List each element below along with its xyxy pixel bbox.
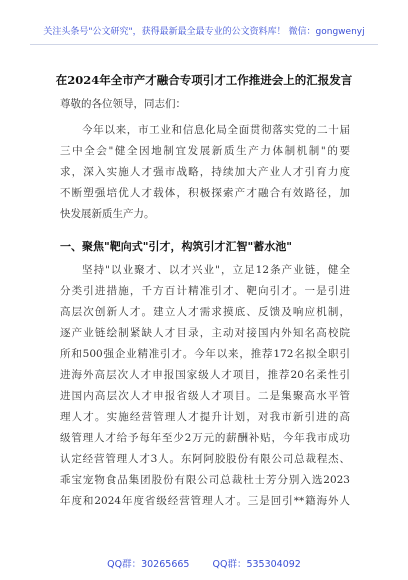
section-heading: 一、聚焦"靶向式"引才，构筑引才汇智"蓄水池" (60, 240, 292, 253)
section-line: 所和500强企业精准引才。今年以来，推荐172名拟全职引 (60, 348, 350, 360)
greeting: 尊敬的各位领导，同志们： (60, 98, 186, 110)
section-line: 逐产业链绘制紧缺人才目录，主动对接国内外知名高校院 (60, 327, 350, 339)
intro-line: 三中全会"健全因地制宜发展新质生产力体制机制"的要 (60, 145, 350, 157)
footer-qq-group-1: QQ群：30265665 (107, 559, 190, 570)
intro-line: 今年以来，市工业和信息化局全面贯彻落实党的二十届 (82, 124, 350, 136)
section-paragraph (60, 260, 350, 512)
section-line: 进海外高层次人才申报国家级人才项目，推荐20名柔性引 (60, 369, 350, 381)
document-title: 在2024年全市产才融合专项引才工作推进会上的汇报发言 (55, 73, 353, 87)
intro-paragraph (60, 120, 350, 225)
section-line: 分类引进措施，千方百计精准引才、靶向引才。一是引进 (60, 285, 350, 297)
section-line: 级管理人才给予每年至少2万元的薪酬补贴，今年我市成功 (60, 432, 350, 444)
section-line: 乖宝宠物食品集团股份有限公司总裁杜士芳分别入选2023 (60, 474, 350, 486)
header-note: 关注头条号"公文研究"，获得最新最全最专业的公文资料库！ 微信：gongwenyj (43, 27, 365, 37)
footer-qq-group-2: QQ群：535304092 (212, 559, 301, 570)
section-line: 坚持"以业聚才、以才兴业"，立足12条产业链，健全 (82, 264, 350, 276)
section-line: 认定经营管理人才3人。东阿阿胶股份有限公司总裁程杰、 (60, 453, 350, 465)
footer-contact (0, 556, 408, 570)
intro-line: 快发展新质生产力。 (60, 208, 155, 220)
intro-line: 不断塑强培优人才载体，积极探索产才融合有效路径，加 (60, 187, 350, 199)
header-divider (30, 44, 378, 45)
section-line: 理人才。实施经营管理人才提升计划，对我市新引进的高 (60, 411, 350, 423)
section-line: 高层次创新人才。建立人才需求摸底、反馈及响应机制， (60, 306, 350, 318)
section-line: 年度和2024年度省级经营管理人才。三是回引**籍海外人 (60, 495, 350, 507)
intro-line: 求，深入实施人才强市战略，持续加大产业人才引育力度 (60, 166, 350, 178)
section-line: 进国内高层次人才申报省级人才项目。二是集聚高水平管 (60, 390, 350, 402)
